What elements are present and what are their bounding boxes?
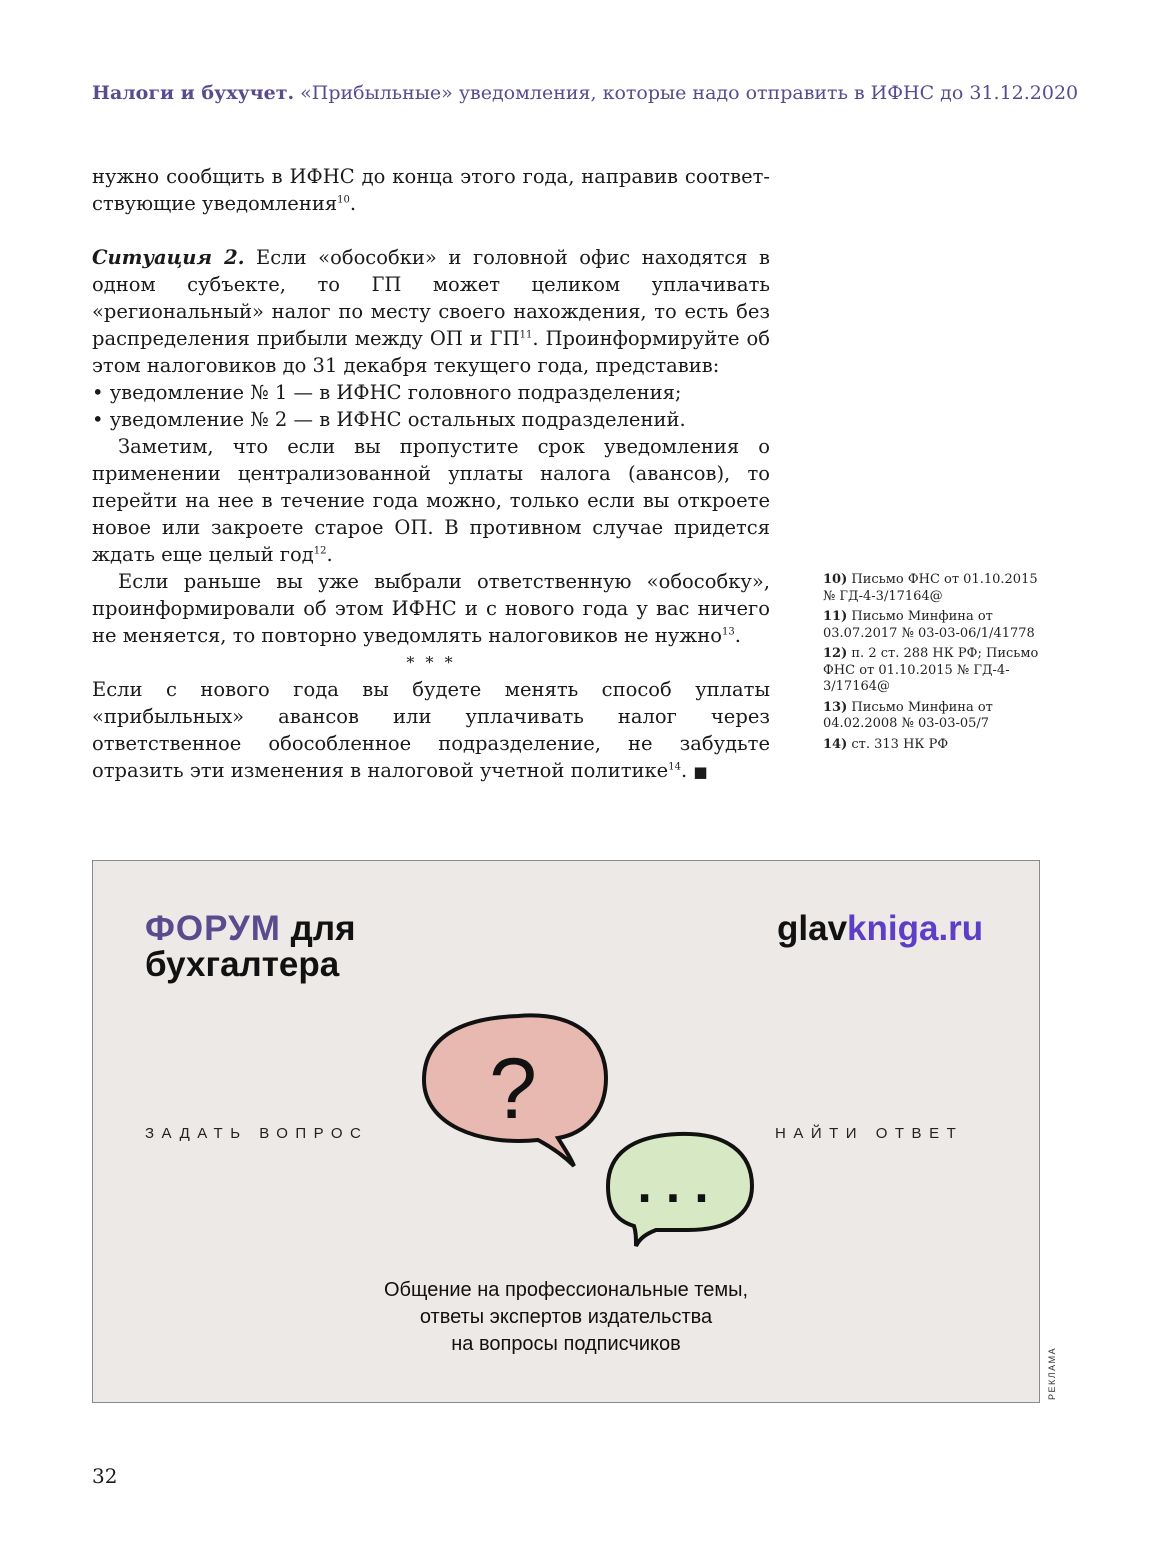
page-number: 32: [92, 1464, 118, 1488]
section-divider: * * *: [406, 653, 456, 672]
footnote-10: [823, 572, 1048, 605]
paragraph-situation-2: [92, 244, 770, 379]
question-mark: ?: [489, 1041, 537, 1137]
forum-word: ФОРУМ: [145, 909, 281, 948]
description-line-2: ответы экспертов издательства: [419, 1306, 713, 1328]
paragraph-5-end: .: [680, 759, 694, 782]
ask-question-label: ЗАДАТЬ ВОПРОС: [145, 1125, 369, 1142]
paragraph-3-end: .: [326, 543, 333, 566]
forum-line2: бухгалтера: [145, 945, 340, 984]
paragraph-4-end: .: [734, 624, 741, 647]
footnote-13: [823, 700, 1048, 733]
advertising-label-text: РЕКЛАМА: [1047, 1346, 1057, 1400]
footnote-number: 14): [823, 736, 848, 752]
speech-bubbles-icon: [418, 1006, 758, 1256]
paragraph-3-text: Заметим, что если вы пропустите срок уведомления о применении централизованной уплаты налога (авансов), то перейти на нее в течение года можно, только если вы откроете новое или закроете старое ОП. В противном случае придется ждать еще целый год: [92, 435, 770, 566]
forum-rest: для: [280, 909, 356, 948]
situation-label: Ситуация 2.: [92, 246, 245, 269]
answer-dots: ...: [637, 1156, 723, 1214]
footnote-text: Письмо Минфина от 03.07.2017 № 03-03-06/1/41778: [823, 609, 1035, 641]
main-text: [92, 163, 770, 786]
footnote-ref-12[interactable]: 12: [313, 545, 327, 557]
site-part1: glav: [777, 909, 848, 948]
paragraph-2-end: . Проинформируйте об этом налоговиков до 31 декабря текущего года, представив:: [92, 327, 771, 377]
paragraph-2-text: Если «обособки» и головной офис находятся в одном субъекте, то ГП может целиком уплачивать «региональный» налог по месту своего нахождения, то есть без распределения прибыли между ОП и ГП: [92, 246, 770, 350]
site-link[interactable]: [777, 911, 983, 947]
footnote-text: ст. 313 НК РФ: [851, 736, 949, 752]
footnote-text: Письмо ФНС от 01.10.2015 № ГД-4-3/17164@: [823, 572, 1038, 604]
description-line-1: Общение на профессиональные темы,: [383, 1279, 749, 1301]
footnote-ref-13[interactable]: 13: [721, 626, 735, 638]
footnote-14: [823, 737, 1048, 754]
footnote-ref-14[interactable]: 14: [668, 761, 681, 773]
forum-advertisement[interactable]: [92, 860, 1040, 1403]
paragraph-5-text: Если с нового года вы будете менять способ уплаты «прибыльных» авансов или уплачивать налог через ответственное обособленное подразделение, не забудьте отразить эти изменения в налоговой учетной политике: [92, 678, 770, 782]
bullet-item-1: • уведомление № 1 — в ИФНС головного подразделения;: [92, 381, 682, 404]
end-mark: ■: [693, 763, 708, 781]
bullet-item-2: • уведомление № 2 — в ИФНС остальных подразделений.: [92, 408, 686, 431]
paragraph-1-end: .: [349, 192, 357, 215]
header-title: «Прибыльные» уведомления, которые надо отправить в ИФНС до 31.12.2020: [300, 82, 1079, 104]
find-answer-label: НАЙТИ ОТВЕТ: [775, 1125, 964, 1142]
running-header: [92, 82, 1082, 104]
paragraph-3: [92, 433, 770, 568]
footnote-11: [823, 609, 1048, 642]
forum-title: [145, 911, 356, 983]
footnote-number: 12): [823, 646, 848, 661]
footnote-ref-10[interactable]: 10: [337, 194, 350, 206]
footnote-number: 10): [823, 572, 848, 587]
footnote-number: 13): [823, 699, 848, 715]
footnote-text: п. 2 ст. 288 НК РФ; Письмо ФНС от 01.10.2015 № ГД-4-3/17164@: [823, 646, 1039, 694]
advertising-label: [1044, 1338, 1058, 1402]
paragraph-4-text: Если раньше вы уже выбрали ответственную «обособку», проинформировали об этом ИФНС и с нового года у вас ничего не меняется, то повторно уведомлять налоговиков не нужно: [92, 570, 770, 647]
paragraph-1-text: нужно сообщить в ИФНС до конца этого года, направив соответствующие уведомления: [92, 165, 770, 215]
site-part2: kniga.ru: [847, 909, 984, 948]
footnote-number: 11): [823, 609, 848, 624]
footnotes: [823, 572, 1048, 757]
forum-description: [273, 1277, 859, 1358]
paragraph-5: [92, 676, 770, 786]
header-section: Налоги и бухучет.: [92, 82, 295, 104]
paragraph-4: [92, 568, 770, 649]
footnote-12: [823, 646, 1048, 696]
footnote-ref-11[interactable]: 11: [519, 329, 533, 341]
paragraph-1: [92, 163, 770, 217]
description-line-3: на вопросы подписчиков: [451, 1333, 681, 1355]
footnote-text: Письмо Минфина от 04.02.2008 № 03-03-05/7: [823, 699, 993, 731]
